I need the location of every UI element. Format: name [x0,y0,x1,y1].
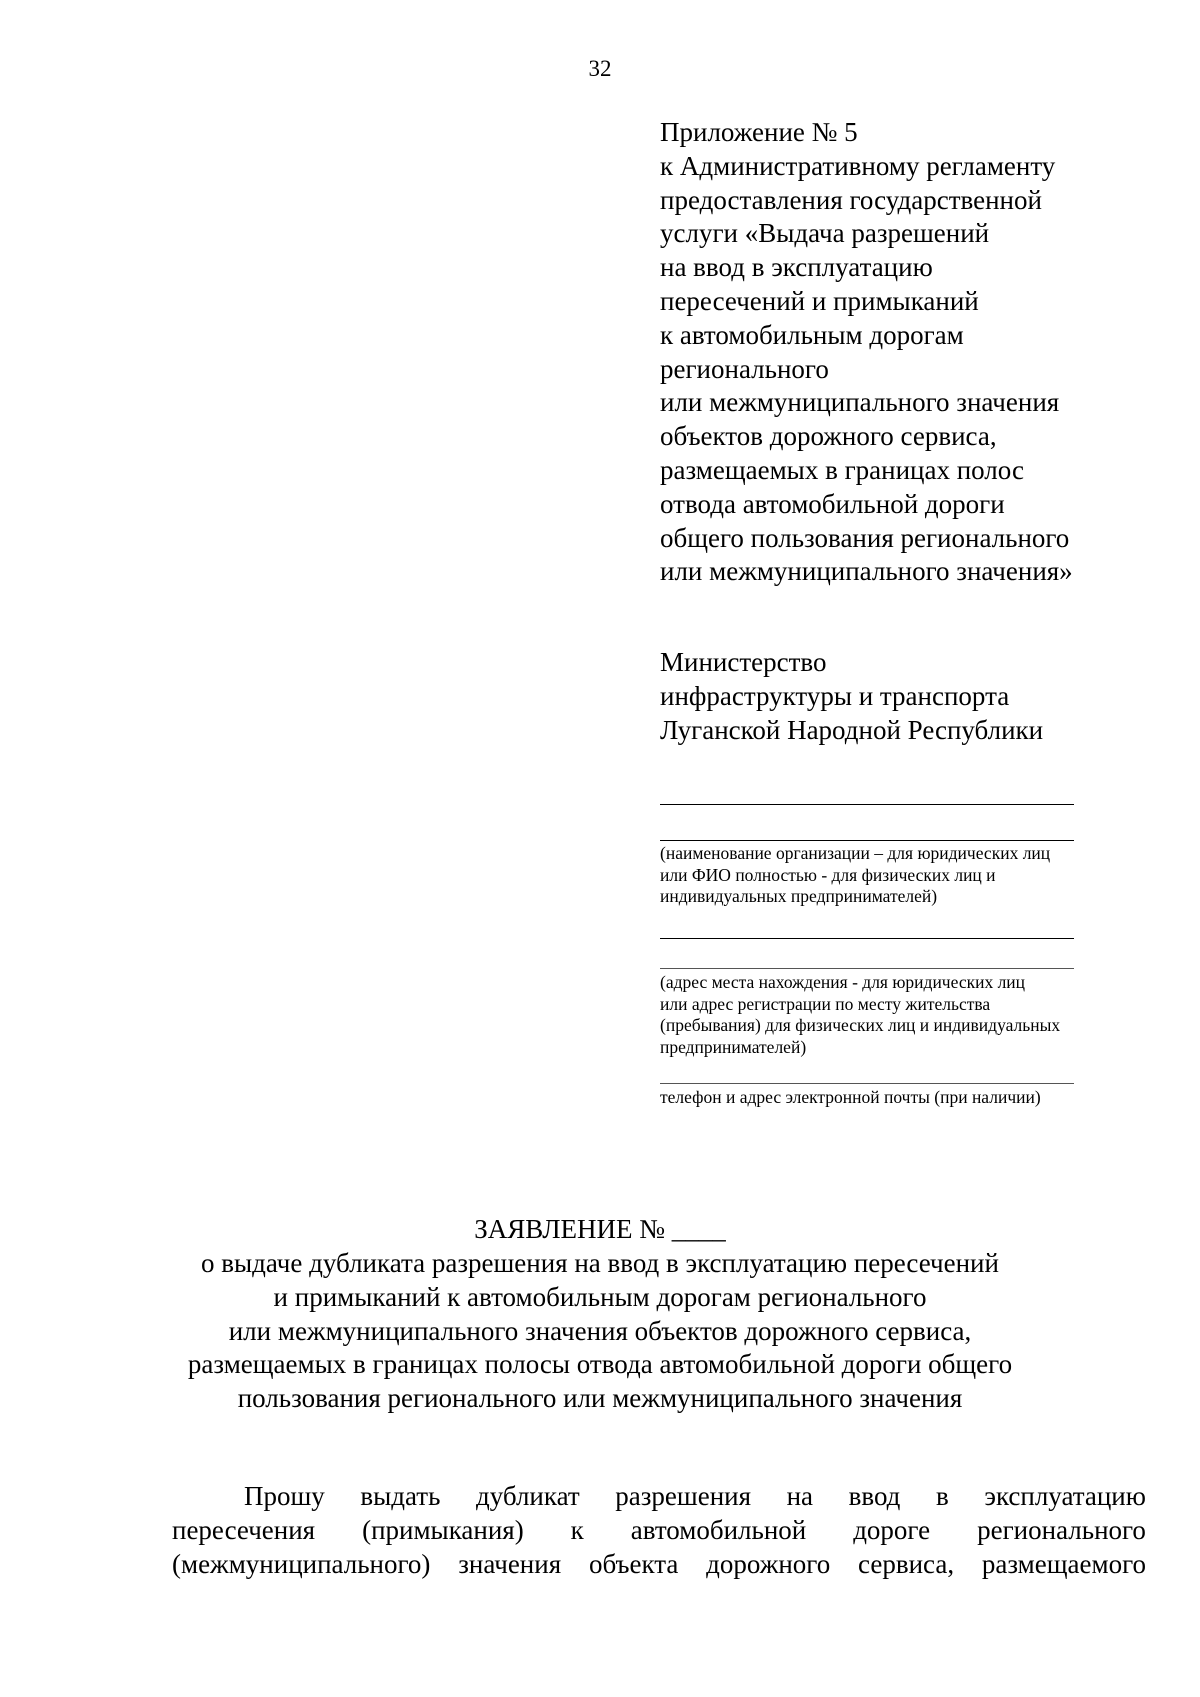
applicant-address-line-1[interactable] [660,938,1074,939]
hint-line: или ФИО полностью - для физических лиц и [660,864,996,885]
recipient-line: инфраструктуры и транспорта [660,680,1010,711]
contact-hint: телефон и адрес электронной почты (при наличии) [660,1087,1041,1107]
appendix-line: к автомобильным дорогам [660,319,964,350]
appendix-line: пересечений и примыканий [660,285,979,316]
applicant-name-line-2[interactable] [660,840,1074,841]
page-number: 32 [588,56,612,81]
hint-line: предпринимателей) [660,1036,807,1057]
recipient-line: Луганской Народной Республики [660,714,1044,745]
hint-line: или адрес регистрации по месту жительства [660,993,991,1014]
hint-line: индивидуальных предпринимателей) [660,886,938,906]
body-word: сервиса, [858,1549,955,1579]
statement-subtitle [0,1247,1200,1416]
appendix-line: размещаемых в границах полос [660,454,1024,485]
body-word: на [786,1481,814,1511]
appendix-line: к Административному регламенту [660,150,1056,181]
contact-line[interactable] [660,1083,1074,1084]
appendix-header [660,116,1073,589]
statement-title: ЗАЯВЛЕНИЕ № ____ [474,1214,726,1244]
body-word: дорожного [706,1549,831,1579]
body-word: выдать [360,1481,441,1511]
body-word: в [936,1481,949,1511]
body-word: ввод [848,1481,901,1511]
body-word: (примыкания) [362,1515,524,1545]
appendix-line: отвода автомобильной дороги [660,488,1005,519]
body-line [172,1513,1146,1547]
applicant-address-hint [660,972,1060,1058]
appendix-line: Приложение № 5 [660,117,858,147]
subtitle-line: или межмуниципального значения объектов дорожного сервиса, [228,1315,972,1346]
appendix-line: предоставления государственной [660,184,1042,215]
body-line [172,1479,1146,1513]
hint-line: (пребывания) для физических лиц и индивидуальных [660,1015,1061,1035]
statement-body [172,1479,1146,1581]
body-word: размещаемого [981,1549,1146,1579]
body-word: дубликат [476,1481,580,1511]
hint-line: (адрес места нахождения - для юридических лиц [660,972,1026,992]
body-word: к [570,1515,584,1545]
appendix-line: услуги «Выдача разрешений [660,218,990,249]
body-word: (межмуниципального) [172,1549,431,1579]
subtitle-line: пользования регионального или межмуниципального значения [237,1383,963,1414]
applicant-address-line-2[interactable] [660,968,1074,969]
recipient-line: Министерство [660,647,827,677]
body-word: разрешения [615,1481,752,1511]
appendix-line: объектов дорожного сервиса, [660,421,997,452]
appendix-line: на ввод в эксплуатацию [660,252,933,283]
body-word: эксплуатацию [984,1481,1146,1511]
appendix-line: регионального [660,353,829,384]
hint-line: (наименование организации – для юридических лиц [660,843,1051,863]
body-word: пересечения [172,1515,316,1545]
body-word: дороге [853,1515,931,1545]
body-word: автомобильной [630,1515,807,1545]
subtitle-line: и примыканий к автомобильным дорогам регионального [273,1281,927,1312]
applicant-name-line-1[interactable] [660,804,1074,805]
appendix-line: общего пользования регионального [660,522,1070,553]
body-line [172,1547,1146,1581]
body-word: объекта [588,1549,679,1579]
subtitle-line: о выдаче дубликата разрешения на ввод в эксплуатацию пересечений [201,1248,999,1278]
body-word: Прошу [244,1481,325,1511]
appendix-line: или межмуниципального значения [660,387,1060,418]
subtitle-line: размещаемых в границах полосы отвода автомобильной дороги общего [187,1349,1013,1380]
body-word: значения [458,1549,562,1579]
applicant-name-hint [660,843,1050,908]
recipient-block [660,646,1043,747]
appendix-line: или межмуниципального значения» [660,556,1073,587]
body-word: регионального [977,1515,1146,1545]
